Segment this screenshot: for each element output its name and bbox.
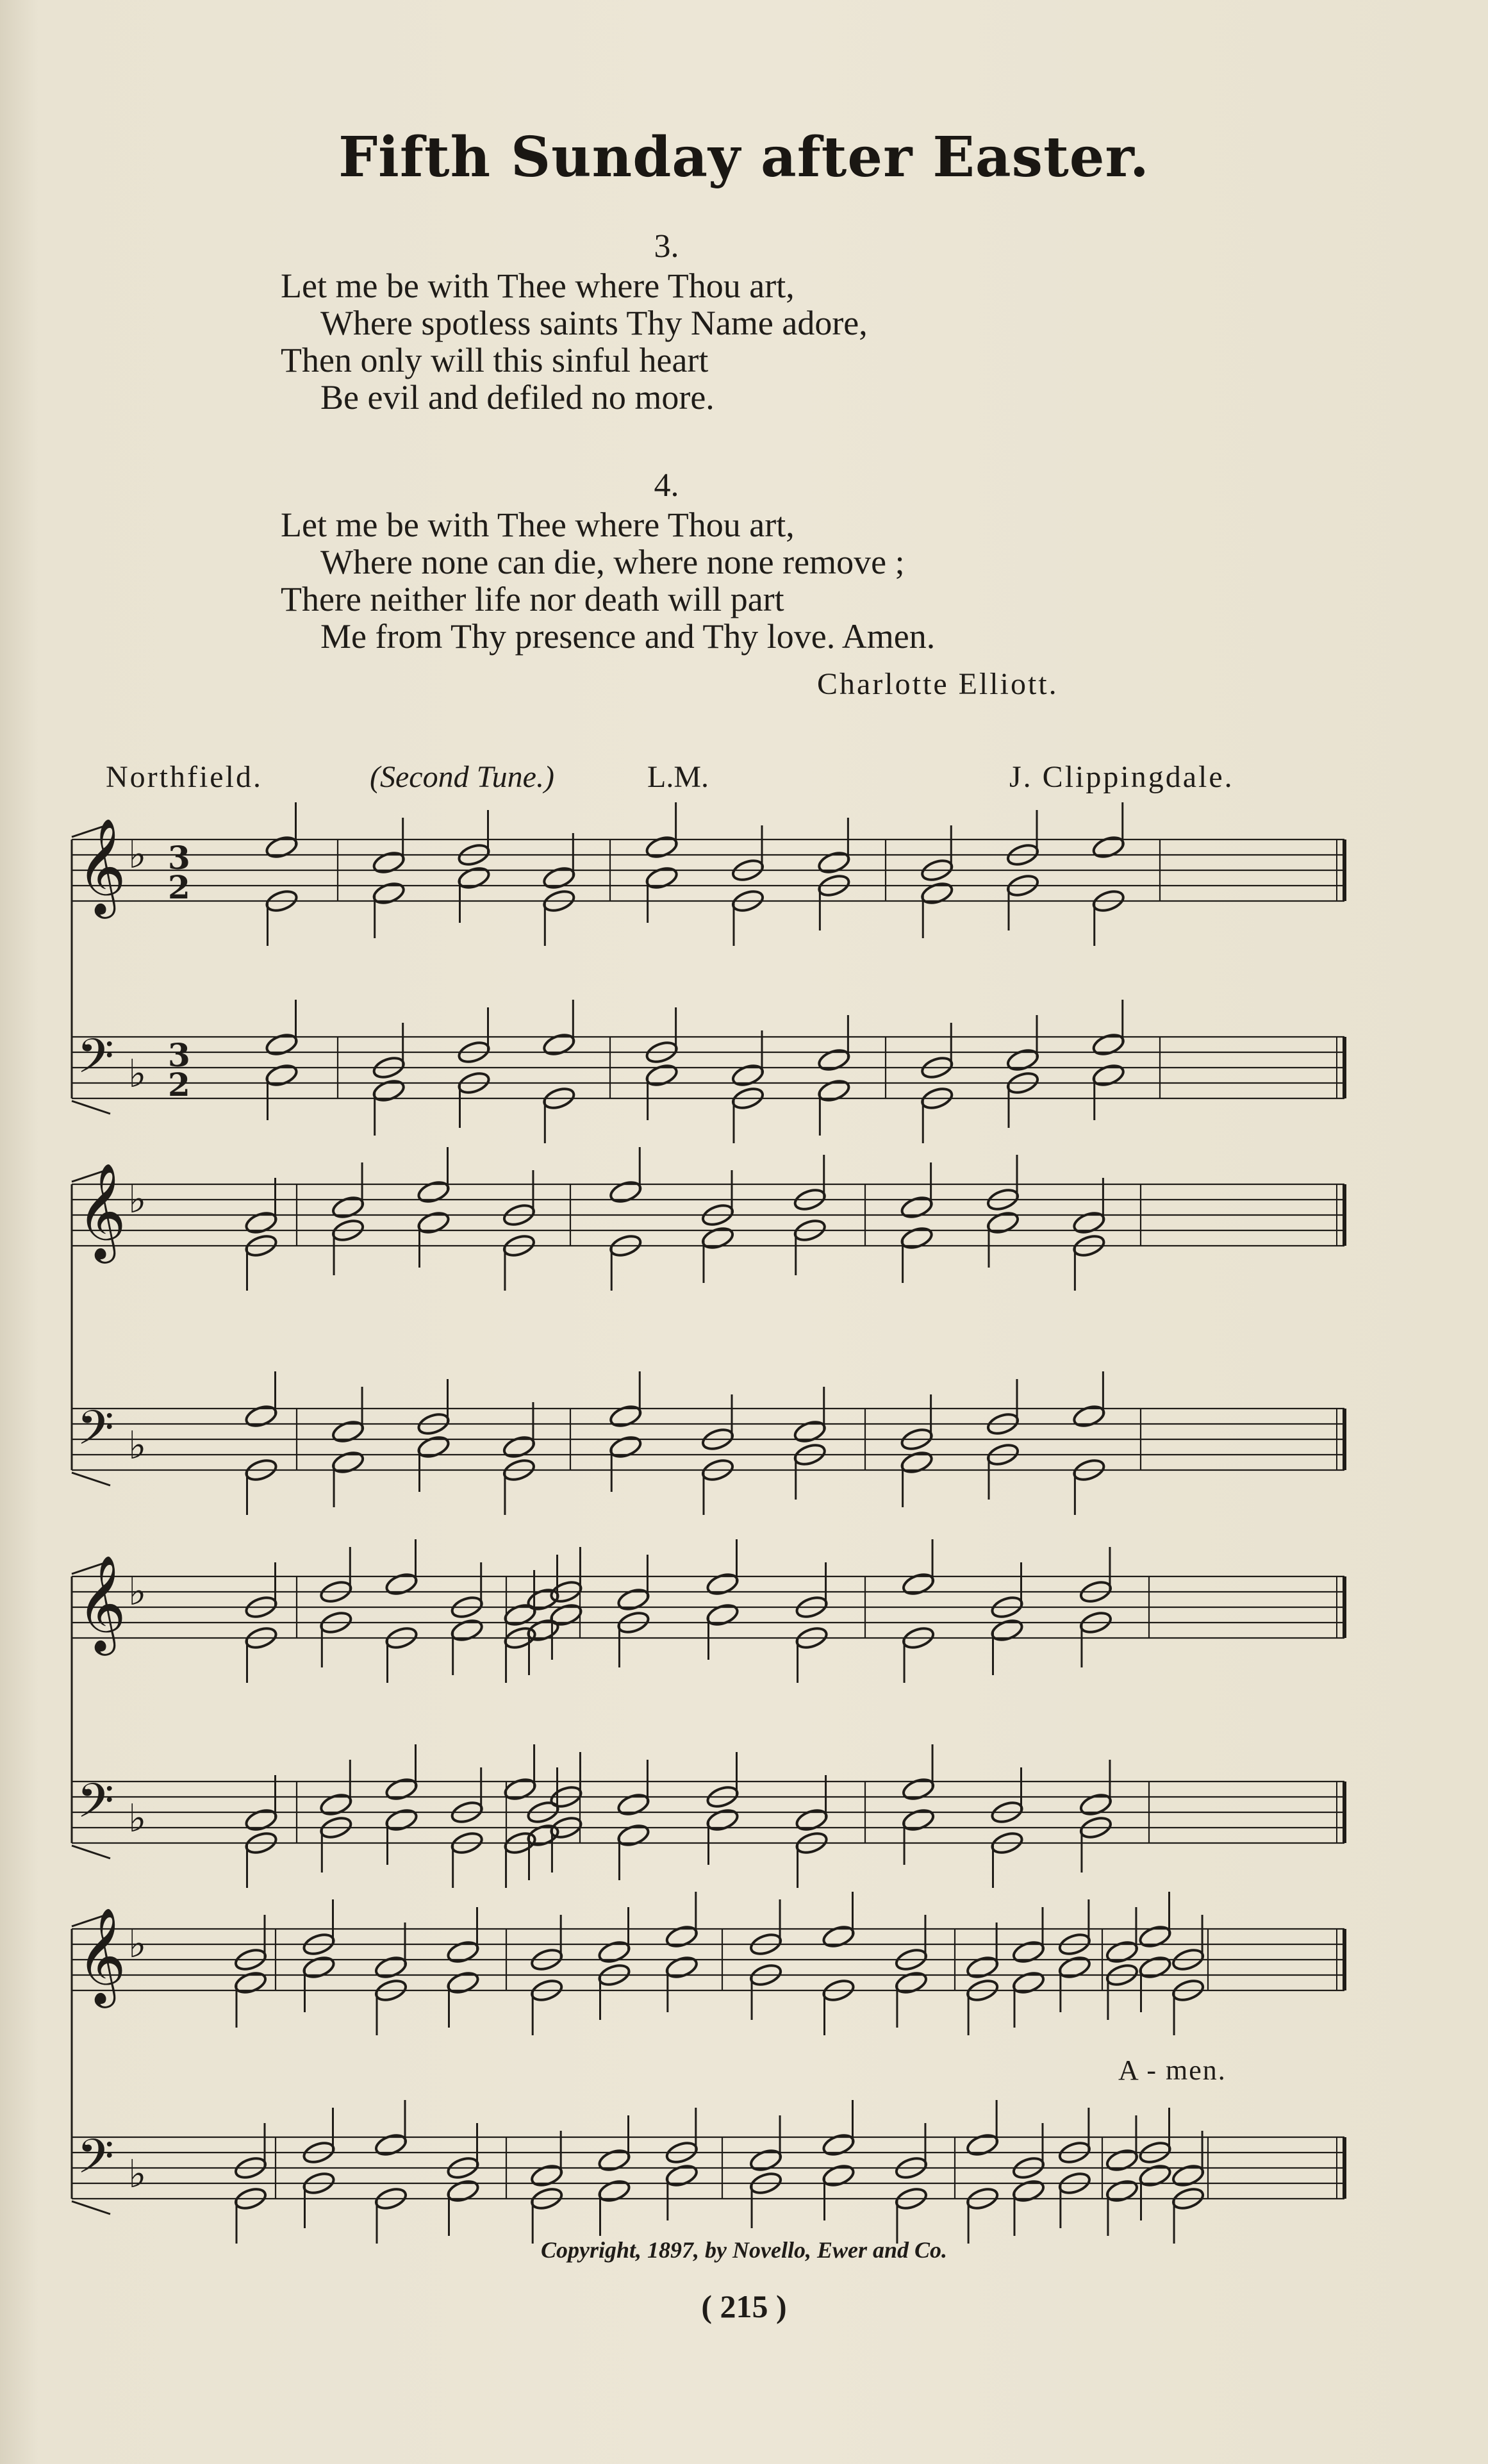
treble-clef-icon: 𝄞 <box>77 1554 126 1651</box>
half-note <box>526 1617 561 1644</box>
half-note <box>1138 1955 1173 1981</box>
half-note <box>665 2163 699 2189</box>
half-note <box>1105 1939 1139 1965</box>
half-note <box>372 881 406 907</box>
half-note <box>244 1210 279 1236</box>
staff-system <box>72 1554 1344 1858</box>
half-note <box>748 2147 783 2174</box>
half-note <box>529 2163 564 2189</box>
half-note <box>645 834 679 861</box>
half-note <box>446 1970 481 1996</box>
bass-clef-icon: 𝄢 <box>77 1773 114 1840</box>
half-note <box>616 1823 650 1849</box>
verse-line: Me from Thy presence and Thy love. Amen. <box>320 617 936 656</box>
half-note <box>608 1434 643 1460</box>
half-note <box>665 1955 699 1981</box>
half-note <box>608 1403 643 1430</box>
page-number: ( 215 ) <box>701 2288 787 2324</box>
page-title: Fifth Sunday after Easter. <box>338 125 1150 190</box>
half-note <box>1091 1032 1126 1058</box>
half-note <box>706 1571 740 1598</box>
half-note <box>446 1939 481 1965</box>
half-note <box>331 1450 365 1476</box>
bass-clef-icon: 𝄢 <box>77 2129 114 2196</box>
half-note <box>900 1225 934 1252</box>
half-note <box>233 1970 268 1996</box>
time-signature-icon: 2 <box>168 1066 190 1104</box>
flat-icon: ♭ <box>128 1796 147 1841</box>
half-note <box>502 1434 536 1460</box>
half-note <box>374 2132 408 2158</box>
note-heads <box>233 802 1205 2244</box>
half-note <box>965 2132 1000 2158</box>
half-note <box>1171 2163 1205 2189</box>
half-note <box>597 2147 632 2174</box>
flat-icon: ♭ <box>128 1922 147 1967</box>
verse-number: 3. <box>654 228 679 265</box>
half-note <box>894 1970 929 1996</box>
half-note <box>417 1210 451 1236</box>
half-note <box>1105 2147 1139 2174</box>
half-note <box>816 1078 851 1104</box>
half-note <box>1079 1792 1113 1818</box>
half-note <box>990 1617 1025 1644</box>
half-note <box>1011 1939 1046 1965</box>
time-signature-icon: 3 <box>168 839 190 877</box>
half-note <box>265 834 299 861</box>
half-note <box>265 1062 299 1089</box>
treble-clef-icon: 𝄞 <box>77 1906 126 2004</box>
half-note <box>384 1807 419 1833</box>
time-signature-icon: 3 <box>168 1036 190 1074</box>
half-note <box>318 1792 353 1818</box>
half-note <box>901 1776 936 1803</box>
flat-icon: ♭ <box>128 1177 147 1222</box>
tune-name: Northfield. <box>106 760 263 794</box>
verse-line: Where none can die, where none remove ; <box>320 543 905 581</box>
half-note <box>1091 1062 1126 1089</box>
flat-icon: ♭ <box>128 1052 147 1096</box>
half-note <box>965 1955 1000 1981</box>
half-note <box>608 1179 643 1205</box>
half-note <box>1005 1047 1040 1073</box>
tune-composer: J. Clippingdale. <box>1009 760 1234 794</box>
bracket-hook <box>72 1846 110 1858</box>
bass-clef-icon: 𝄢 <box>77 1029 114 1096</box>
half-note <box>503 1776 538 1803</box>
half-note <box>457 865 492 891</box>
half-note <box>616 1792 650 1818</box>
verse-line: Then only will this sinful heart <box>281 341 709 379</box>
half-note <box>374 1955 408 1981</box>
amen-lyric: A - men. <box>1118 2055 1227 2086</box>
half-note <box>616 1587 650 1613</box>
half-note <box>1138 1924 1173 1950</box>
half-note <box>816 850 851 876</box>
half-note <box>372 850 406 876</box>
half-note <box>901 1807 936 1833</box>
half-note <box>331 1195 365 1221</box>
half-note <box>384 1571 419 1598</box>
half-note <box>417 1179 451 1205</box>
half-note <box>450 1617 484 1644</box>
time-signature-icon: 2 <box>168 868 190 906</box>
half-note <box>541 1032 576 1058</box>
half-note <box>1071 1403 1106 1430</box>
half-note <box>900 1450 934 1476</box>
half-note <box>665 1924 699 1950</box>
bracket-hook <box>72 1473 110 1485</box>
half-note <box>417 1434 451 1460</box>
half-note <box>1011 2178 1046 2204</box>
flat-icon: ♭ <box>128 1569 147 1614</box>
half-note <box>597 1939 632 1965</box>
hymn-author: Charlotte Elliott. <box>817 667 1059 701</box>
half-note <box>645 865 679 891</box>
verse-line: Where spotless saints Thy Name adore, <box>320 304 868 342</box>
half-note <box>901 1571 936 1598</box>
half-note <box>541 865 576 891</box>
half-note <box>265 1032 299 1058</box>
flat-icon: ♭ <box>128 1423 147 1468</box>
half-note <box>1071 1210 1106 1236</box>
verse-line: There neither life nor death will part <box>281 580 784 618</box>
half-note <box>793 1419 827 1445</box>
verse-number: 4. <box>654 467 679 504</box>
treble-clef-icon: 𝄞 <box>77 817 126 914</box>
half-note <box>331 1419 365 1445</box>
half-note <box>1057 1955 1092 1981</box>
bass-clef-icon: 𝄢 <box>77 1400 114 1468</box>
half-note <box>1105 2178 1139 2204</box>
bracket-hook <box>72 1101 110 1114</box>
staff-system <box>72 817 1344 1114</box>
half-note <box>706 1602 740 1628</box>
flat-icon: ♭ <box>128 832 147 877</box>
half-note <box>706 1807 740 1833</box>
half-note <box>1138 2163 1173 2189</box>
verse-line: Let me be with Thee where Thou art, <box>281 267 795 305</box>
half-note <box>1011 1970 1046 1996</box>
tune-meter: L.M. <box>647 760 709 794</box>
half-note <box>986 1210 1020 1236</box>
verse-line: Let me be with Thee where Thou art, <box>281 506 795 544</box>
flat-icon: ♭ <box>128 2152 147 2197</box>
half-note <box>549 1602 583 1628</box>
half-note <box>244 1403 279 1430</box>
half-note <box>822 2132 856 2158</box>
half-note <box>302 1955 336 1981</box>
verse-line: Be evil and defiled no more. <box>320 378 715 417</box>
half-note <box>446 2178 481 2204</box>
half-note <box>731 1062 765 1089</box>
half-note <box>920 881 954 907</box>
half-note <box>645 1062 679 1089</box>
half-note <box>384 1776 419 1803</box>
half-note <box>795 1807 829 1833</box>
half-note <box>597 2178 632 2204</box>
half-note <box>372 1078 406 1104</box>
half-note <box>1091 834 1126 861</box>
copyright-notice: Copyright, 1897, by Novello, Ewer and Co. <box>540 2237 947 2263</box>
half-note <box>822 2163 856 2189</box>
half-note <box>822 1924 856 1950</box>
bracket-hook <box>72 2201 110 2214</box>
half-note <box>700 1225 735 1252</box>
half-note <box>503 1602 538 1628</box>
half-note <box>900 1195 934 1221</box>
treble-clef-icon: 𝄞 <box>77 1162 126 1259</box>
half-note <box>244 1807 279 1833</box>
staff-systems <box>72 817 1344 2214</box>
half-note <box>816 1047 851 1073</box>
tune-note: (Second Tune.) <box>370 760 554 794</box>
